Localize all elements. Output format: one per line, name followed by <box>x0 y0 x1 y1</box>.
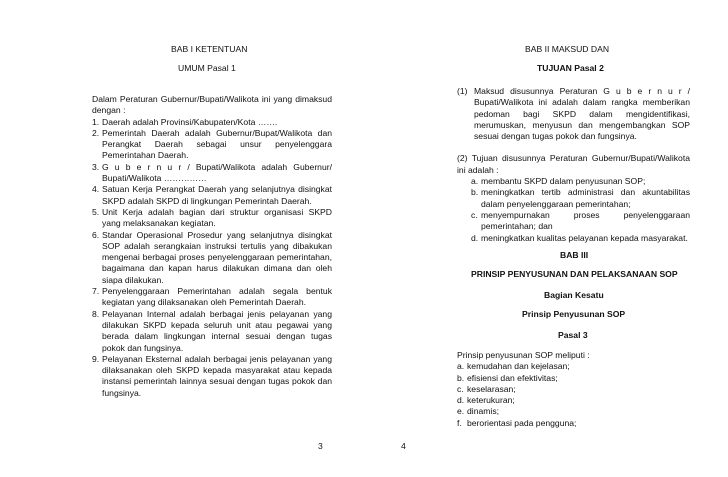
definition-item <box>92 162 332 185</box>
item-number: 7. <box>92 286 100 297</box>
principle-item <box>457 384 690 395</box>
page-number-right: 4 <box>401 441 406 451</box>
item-text: Daerah adalah Provinsi/Kabupaten/Kota ……. <box>102 116 278 127</box>
principle-item <box>457 361 690 372</box>
item-number: d. <box>471 232 479 243</box>
paragraph-number: (1) <box>457 86 468 96</box>
item-text: keterukuran; <box>467 395 515 406</box>
item-text: Unit Kerja adalah bagian dari struktur organisasi SKPD yang melaksanakan kegiatan. <box>102 206 332 229</box>
principles-list <box>457 361 690 429</box>
article-heading-right: TUJUAN Pasal 2 <box>537 63 604 73</box>
item-text: Standar Operasional Prosedur yang selanjutnya disingkat SOP adalah serangkaian instruksi tertulis yang dibakukan mengenai berbagai proses penyelenggaraan pemerintahan, bagaimana dan kapan harus dilakukan dimana dan oleh siapa dilakukan. <box>102 229 332 285</box>
item-number: 3. <box>92 161 100 172</box>
item-number: a. <box>471 176 479 187</box>
item-text: G u b e r n u r / Bupati/Walikota adalah Gubernur/ Bupati/Walikota …………… <box>102 161 332 184</box>
definition-item <box>92 117 332 128</box>
definition-item <box>92 128 332 162</box>
article-heading-left: UMUM Pasal 1 <box>178 63 236 73</box>
purpose-paragraph <box>457 86 690 142</box>
definition-item <box>92 230 332 286</box>
right-body <box>457 86 690 244</box>
item-text: berorientasi pada pengguna; <box>467 417 577 428</box>
item-number: a. <box>457 361 465 372</box>
page-number-left: 3 <box>318 441 323 451</box>
item-text: dinamis; <box>467 406 499 417</box>
item-text: efisiensi dan efektivitas; <box>467 372 558 383</box>
definition-item <box>92 286 332 309</box>
item-number: e. <box>457 406 465 417</box>
item-text: Penyelenggaraan Pemerintahan adalah segala bentuk kegiatan yang dilaksanakan oleh Pemerintah Daerah. <box>102 286 332 308</box>
objective-item <box>457 233 690 244</box>
definition-item <box>92 184 332 207</box>
definition-item <box>92 354 332 399</box>
item-text: Pemerintah Daerah adalah Gubernur/Bupat/Walikota dan Perangkat Daerah sebagai unsur penyelenggara Pemerintahan Daerah. <box>102 127 332 161</box>
item-text: kemudahan dan kejelasan; <box>467 361 570 372</box>
item-text: menyempurnakan proses penyelenggaraan pemerintahan; dan <box>481 209 690 232</box>
principles-intro: Prinsip penyusunan SOP meliputi : <box>457 350 590 360</box>
principle-item <box>457 406 690 417</box>
item-text: meningkatkan kualitas pelayanan kepada masyarakat. <box>481 232 688 243</box>
purpose-text: Maksud disusunnya Peraturan G u b e r n u r / Bupati/Walikota ini adalah dalam rangka memberikan pedoman bagi SKPD dalam mengidentifikasi, merumuskan, menyusun dan mengembangkan SOP sesuai dengan tugas pokok dan fungsinya. <box>474 86 690 142</box>
definitions-list <box>92 117 332 399</box>
objective-item <box>457 187 690 210</box>
item-number: b. <box>457 372 465 383</box>
item-text: membantu SKPD dalam penyusunan SOP; <box>481 176 646 187</box>
item-number: 4. <box>92 184 100 195</box>
definitions-intro: Dalam Peraturan Gubernur/Bupati/Walikota ini yang dimaksud dengan : <box>92 94 332 116</box>
chapter3-heading: BAB III <box>560 250 589 260</box>
item-number: c. <box>457 383 464 394</box>
item-text: keselarasan; <box>467 383 516 394</box>
item-number: c. <box>471 209 478 220</box>
part-heading: Bagian Kesatu <box>544 290 604 300</box>
objective-item <box>457 176 690 187</box>
item-number: f. <box>457 417 462 428</box>
principle-item <box>457 395 690 406</box>
chapter-heading-left: BAB I KETENTUAN <box>171 44 248 54</box>
principle-item <box>457 373 690 384</box>
article3-heading: Pasal 3 <box>558 330 588 340</box>
item-number: d. <box>457 395 465 406</box>
item-number: 1. <box>92 116 100 127</box>
objective-list <box>457 176 690 244</box>
objective-intro: (2) Tujuan disusunnya Peraturan Gubernur/Bupati/Walikota ini adalah : <box>457 153 690 175</box>
chapter3-title: PRINSIP PENYUSUNAN DAN PELAKSANAAN SOP <box>471 269 678 279</box>
item-number: 9. <box>92 353 100 364</box>
item-number: 5. <box>92 206 100 217</box>
definition-item <box>92 309 332 354</box>
objective-item <box>457 210 690 233</box>
item-number: 2. <box>92 127 100 138</box>
item-text: Pelayanan Eksternal adalah berbagai jenis pelayanan yang dilaksanakan oleh SKPD kepada masyarakat atau kepada instansi pemerintah lainnya sesuai dengan tugas pokok dan fungsinya. <box>102 353 332 398</box>
item-text: Satuan Kerja Perangkat Daerah yang selanjutnya disingkat SKPD adalah SKPD di lingkungan Pemerintah Daerah. <box>102 184 332 206</box>
principle-item <box>457 418 690 429</box>
item-number: 8. <box>92 308 100 319</box>
definition-item <box>92 207 332 230</box>
left-body <box>92 94 332 399</box>
item-text: meningkatkan tertib administrasi dan akuntabilitas dalam penyelenggaraan pemerintahan; <box>481 187 690 209</box>
item-text: Pelayanan Internal adalah berbagai jenis pelayanan yang dilakukan SKPD kepada seluruh unit atau pegawai yang berada dalam lingkungan internal sesuai dengan tugas pokok dan fungsinya. <box>102 308 332 353</box>
item-number: b. <box>471 187 479 198</box>
item-number: 6. <box>92 229 100 240</box>
principles-block <box>457 350 690 429</box>
part-title: Prinsip Penyusunan SOP <box>522 309 626 319</box>
chapter-heading-right: BAB II MAKSUD DAN <box>525 44 610 54</box>
